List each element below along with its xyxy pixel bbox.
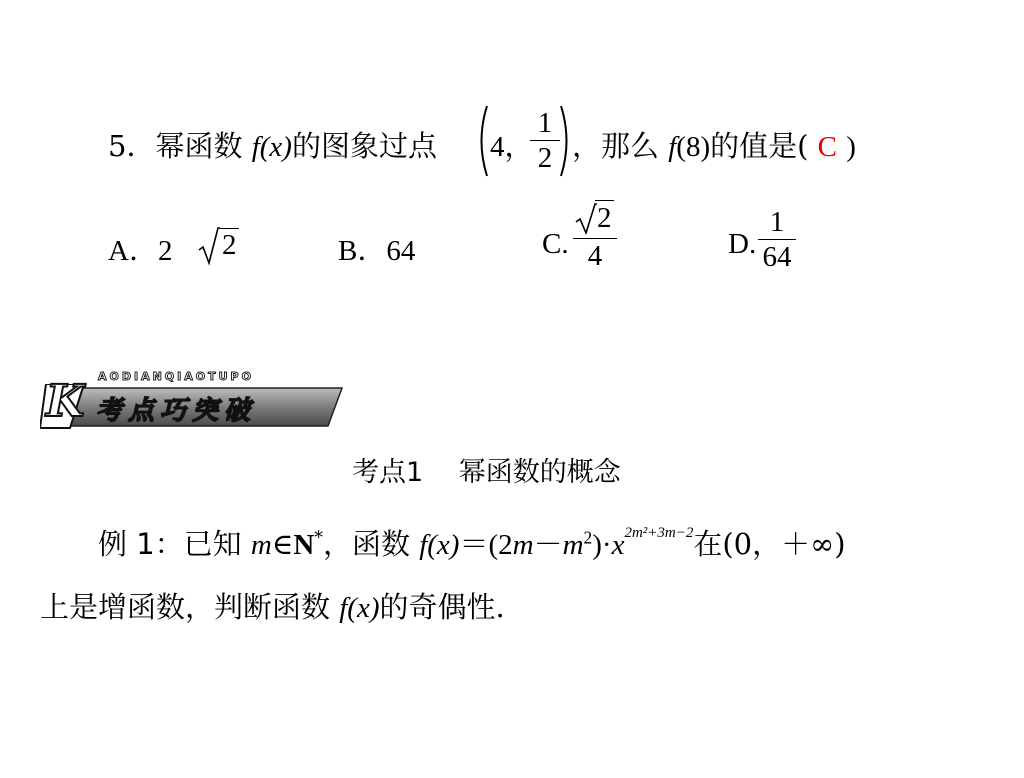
example-text-2: 在(0，＋∞)	[693, 527, 846, 561]
option-d-fraction	[758, 205, 796, 274]
point-frac-den: 2	[530, 140, 560, 175]
question-5	[108, 124, 437, 165]
section-heading: 考点1 幂函数的概念	[352, 457, 621, 488]
answer-letter: C	[817, 131, 838, 163]
function-f: f	[339, 592, 348, 624]
option-c-numerator	[573, 200, 617, 238]
example-line2-a: 上是增函数，判断函数	[40, 590, 331, 624]
question-stem-e: )	[846, 131, 856, 163]
element-of: ∈	[271, 527, 294, 561]
sqrt-icon	[198, 226, 220, 266]
function-f8: f	[668, 131, 677, 163]
option-c-radicand: 2	[597, 202, 612, 234]
sqrt-icon	[575, 202, 597, 236]
banner-pinyin: AODIANQIAOTUPO	[98, 370, 254, 383]
function-f: f	[419, 529, 428, 561]
function-f: f	[251, 131, 260, 163]
option-c-label: C.	[542, 228, 569, 260]
example-1-line-1	[98, 522, 846, 563]
option-b: B．64	[338, 235, 416, 267]
function-f8-arg: (8)	[676, 131, 711, 163]
example-label: 例 1：已知	[98, 527, 242, 561]
question-number: 5．	[108, 129, 156, 163]
naturals-star: *	[314, 528, 323, 549]
banner-letter-k: K	[46, 376, 85, 427]
option-d-denominator: 64	[758, 239, 796, 274]
section-banner	[40, 370, 350, 436]
banner-title: 考点巧突破	[96, 396, 257, 426]
point-x: 4，	[490, 131, 534, 163]
naturals-n: N	[293, 529, 315, 561]
example-1-line-2	[40, 585, 505, 626]
example-text-1: ，函数	[322, 527, 410, 561]
close-dot: )·	[592, 529, 612, 561]
option-d-label: D.	[728, 228, 757, 260]
question-stem-b: 的图象过点	[291, 129, 437, 163]
function-arg: (x)	[427, 529, 460, 561]
var-m: m	[562, 529, 584, 561]
question-5-tail	[572, 124, 856, 165]
var-m: m	[250, 529, 272, 561]
option-d-numerator: 1	[769, 206, 785, 238]
minus: －	[533, 527, 563, 561]
option-a-radicand: 2	[222, 229, 237, 261]
option-c-fraction	[573, 200, 617, 273]
example-line2-b: 的奇偶性.	[379, 590, 505, 624]
var-m: m	[512, 529, 534, 561]
point-fraction	[530, 106, 560, 175]
power-exponent: 2m²+3m−2	[624, 525, 694, 542]
equals-open: ＝(2	[459, 529, 513, 561]
point-paren-left	[474, 104, 490, 178]
question-stem-c: ，那么	[572, 129, 660, 163]
square-exp: 2	[583, 527, 593, 548]
option-a-label: A．2	[108, 235, 173, 267]
function-arg: (x)	[347, 592, 380, 624]
question-stem-d: 的值是(	[710, 129, 809, 163]
question-stem-a: 幂函数	[155, 129, 243, 163]
function-arg: (x)	[259, 131, 292, 163]
option-a	[108, 228, 172, 269]
option-c-denominator: 4	[573, 238, 617, 273]
point-frac-num: 1	[537, 107, 553, 139]
var-x: x	[611, 529, 625, 561]
